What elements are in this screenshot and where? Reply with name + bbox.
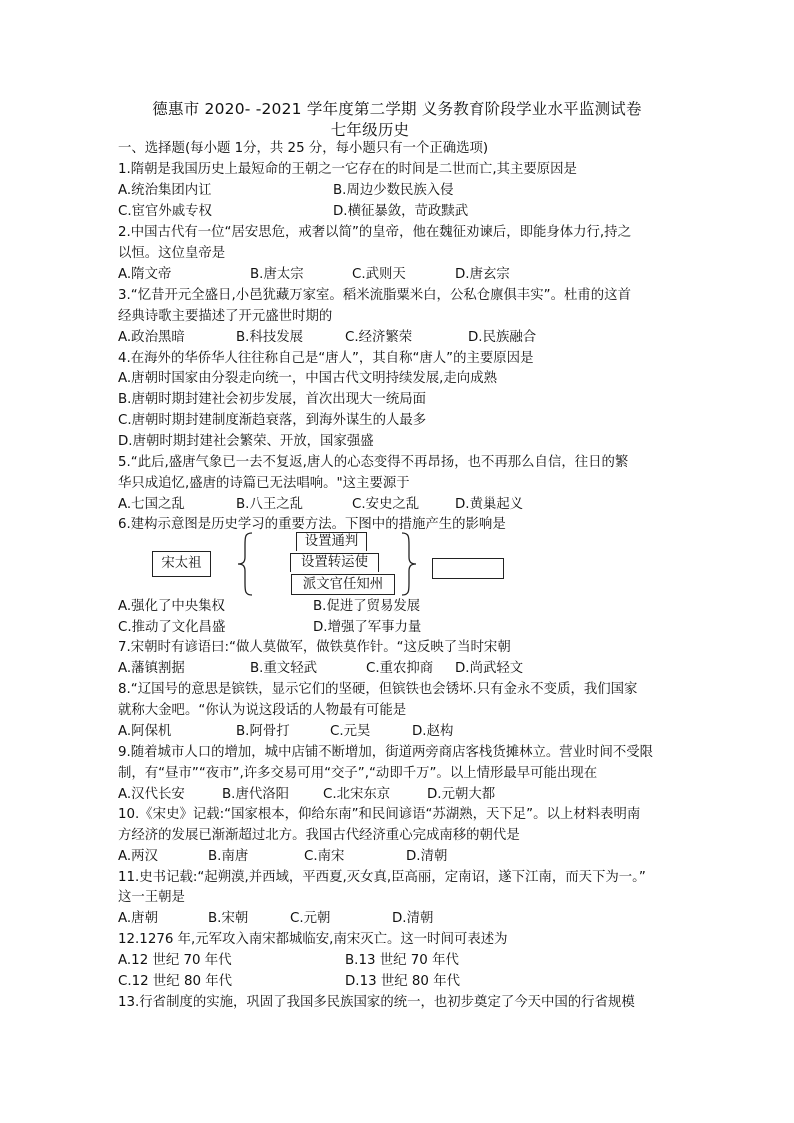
measure-box-1: 设置通判	[296, 532, 367, 551]
option-b: B.阿骨打	[236, 724, 290, 739]
option-d: D.民族融合	[468, 330, 537, 345]
measure-box-3: 派文官任知州	[291, 574, 395, 595]
question-stem: 1.隋朝是我国历史上最短命的王朝之一它存在的时间是二世而亡,其主要原因是	[118, 162, 577, 177]
question-stem: 3.“忆昔开元全盛日,小邑犹藏万家室。稻米流脂粟米白，公私仓廪俱丰实”。杜甫的这首	[118, 288, 631, 303]
option-d: D.尚武轻文	[455, 661, 524, 676]
option-a: A.阿保机	[118, 724, 172, 739]
result-blank-box	[432, 558, 504, 579]
option-c: C.南宋	[304, 849, 345, 864]
section-heading: 一、选择题(每小题 1分，共 25 分，每小题只有一个正确选项)	[118, 141, 489, 156]
option-a: A.政治黑暗	[118, 330, 185, 345]
option-b: B.南唐	[208, 849, 249, 864]
question-stem: 10.《宋史》记载:“国家根本，仰给东南”和民间谚语“苏湖熟，天下足”。以上材料表明南	[118, 807, 641, 822]
option-a: A.强化了中央集权	[118, 599, 225, 614]
option-a: A.统治集团内讧	[118, 183, 212, 198]
question-stem-cont: 以恒。这位皇帝是	[118, 246, 226, 261]
question-stem: 13.行省制度的实施，巩固了我国多民族国家的统一，也初步奠定了今天中国的行省规模	[118, 995, 635, 1010]
option-a: A.藩镇割据	[118, 661, 185, 676]
option-b: B.唐朝时期封建社会初步发展，首次出现大一统局面	[118, 392, 427, 407]
option-d: D.清朝	[392, 911, 434, 926]
option-b: B.唐太宗	[250, 267, 304, 282]
option-d: D.清朝	[406, 849, 448, 864]
option-d: D.元朝大都	[427, 787, 496, 802]
question-stem-cont: 制，有“昼市”“夜市”,许多交易可用“交子”,“动即千万”。以上情形最早可能出现在	[118, 766, 598, 781]
option-c: C.北宋东京	[323, 787, 391, 802]
exam-subtitle: 七年级历史	[330, 121, 410, 139]
option-b: B.周边少数民族入侵	[333, 183, 454, 198]
question-stem: 7.宋朝时有谚语曰:“做人莫做军，做铁莫作针。“这反映了当时宋朝	[118, 640, 511, 655]
question-stem-cont: 经典诗歌主要描述了开元盛世时期的	[118, 309, 333, 324]
option-c: C.唐朝时期封建制度渐趋衰落，到海外谋生的人最多	[118, 413, 427, 428]
question-stem: 12.1276 年,元军攻入南宋都城临安,南宋灭亡。这一时间可表述为	[118, 932, 508, 947]
option-c: C.经济繁荣	[345, 330, 413, 345]
option-d: D.增强了军事力量	[313, 620, 422, 635]
question-stem: 9.随着城市人口的增加，城中店铺不断增加，街道两旁商店客栈货摊林立。营业时间不受限	[118, 745, 654, 760]
question-stem-cont: 就称大金吧。“你认为说这段话的人物最有可能是	[118, 703, 407, 718]
option-c: C.12 世纪 80 年代	[118, 974, 233, 989]
question-stem-cont: 方经济的发展已渐渐超过北方。我国古代经济重心完成南移的朝代是	[118, 828, 520, 843]
option-d: D.唐朝时期封建社会繁荣、开放，国家强盛	[118, 434, 374, 449]
option-a: A.两汉	[118, 849, 158, 864]
left-brace-icon	[236, 531, 256, 597]
option-b: B.唐代洛阳	[222, 787, 290, 802]
option-a: A.汉代长安	[118, 787, 185, 802]
option-c: C.重农抑商	[366, 661, 434, 676]
option-a: A.七国之乱	[118, 497, 185, 512]
measure-box-2: 设置转运使	[290, 553, 379, 572]
option-b: B.促进了贸易发展	[313, 599, 421, 614]
option-b: B.重文轻武	[250, 661, 318, 676]
exam-title: 德惠市 2020- -2021 学年度第二学期 义务教育阶段学业水平监测试卷	[152, 100, 642, 118]
question-stem: 6.建构示意图是历史学习的重要方法。下图中的措施产生的影响是	[118, 517, 506, 532]
option-c: C.宦官外戚专权	[118, 204, 212, 219]
option-a: A.唐朝	[118, 911, 158, 926]
option-b: B.科技发展	[236, 330, 304, 345]
option-b: B.13 世纪 70 年代	[345, 953, 459, 968]
option-d: D.横征暴敛，苛政黩武	[333, 204, 469, 219]
right-brace-icon	[398, 531, 418, 597]
question-stem: 2.中国古代有一位“居安思危，戒奢以简”的皇帝，他在魏征劝谏后，即能身体力行,持之	[118, 225, 631, 240]
option-c: C.元昊	[330, 724, 371, 739]
option-a: A.12 世纪 70 年代	[118, 953, 232, 968]
option-a: A.隋文帝	[118, 267, 172, 282]
question-stem: 4.在海外的华侨华人往往称自己是“唐人”，其自称“唐人”的主要原因是	[118, 351, 534, 366]
option-d: D.唐玄宗	[455, 267, 510, 282]
option-c: C.安史之乱	[352, 497, 420, 512]
option-c: C.武则天	[352, 267, 406, 282]
option-a: A.唐朝时国家由分裂走向统一，中国古代文明持续发展,走向成熟	[118, 371, 497, 386]
option-d: D.13 世纪 80 年代	[345, 974, 460, 989]
question-stem: 5.“此后,盛唐气象已一去不复返,唐人的心态变得不再昂扬，也不再那么自信，往日的繁	[118, 455, 629, 470]
option-d: D.黄巢起义	[455, 497, 524, 512]
option-c: C.推动了文化昌盛	[118, 620, 226, 635]
option-b: B.宋朝	[208, 911, 249, 926]
question-stem-cont: 华只成追忆,盛唐的诗篇已无法唱响。"这主要源于	[118, 476, 410, 491]
question-stem: 11.史书记载:“起朔漠,并西域，平西夏,灭女真,臣高丽，定南诏，遂下江南，而天下为一。”	[118, 870, 646, 885]
diagram-source-box: 宋太祖	[152, 551, 211, 577]
option-c: C.元朝	[290, 911, 331, 926]
option-b: B.八王之乱	[236, 497, 304, 512]
question-stem: 8.“辽国号的意思是镔铁，显示它们的坚硬，但镔铁也会锈坏.只有金永不变质，我们国家	[118, 682, 638, 697]
option-d: D.赵构	[412, 724, 454, 739]
question-stem-cont: 这一王朝是	[118, 890, 185, 905]
